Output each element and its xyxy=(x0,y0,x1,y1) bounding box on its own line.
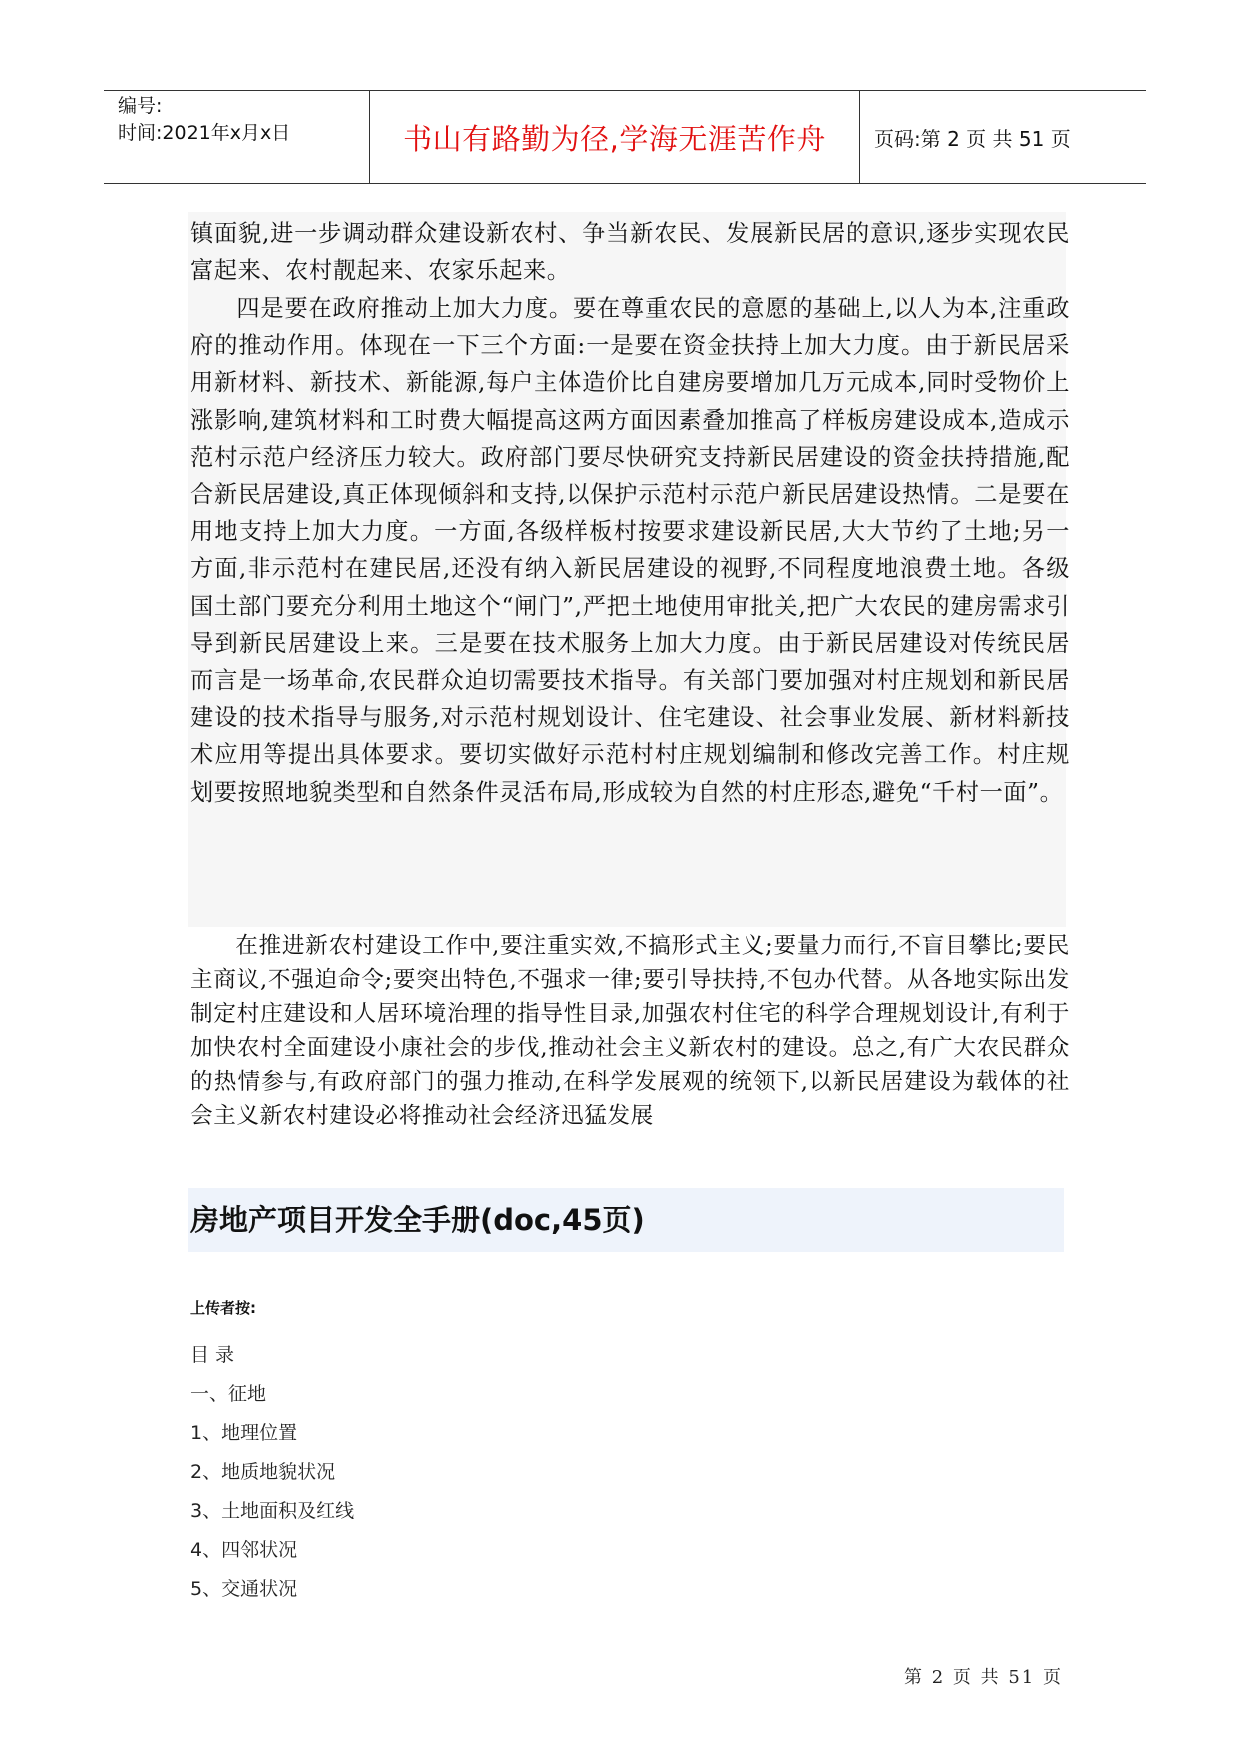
body-paragraph-1: 镇面貌,进一步调动群众建设新农村、争当新农民、发展新民居的意识,逐步实现农民富起来、农村靓起来、农家乐起来。 xyxy=(190,220,1070,285)
page-header xyxy=(104,90,1146,184)
body-paragraph-2: 四是要在政府推动上加大力度。要在尊重农民的意愿的基础上,以人为本,注重政府的推动作用。体现在一下三个方面:一是要在资金扶持上加大力度。由于新民居采用新材料、新技术、新能源,每户主体造价比自建房要增加几万元成本,同时受物价上涨影响,建筑材料和工时费大幅提高这两方面因素叠加推高了样板房建设成本,造成示范村示范户经济压力较大。政府部门要尽快研究支持新民居建设的资金扶持措施,配合新民居建设,真正体现倾斜和支持,以保护示范村示范户新民居建设热情。二是要在用地支持上加大力度。一方面,各级样板村按要求建设新民居,大大节约了土地;另一方面,非示范村在建民居,还没有纳入新民居建设的视野,不同程度地浪费土地。各级国土部门要充分利用土地这个“闸门”,严把土地使用审批关,把广大农民的建房需求引导到新民居建设上来。三是要在技术服务上加大力度。由于新民居建设对传统民居而言是一场革命,农民群众迫切需要技术指导。有关部门要加强对村庄规划和新民居建设的技术指导与服务,对示范村规划设计、住宅建设、社会事业发展、新材料新技术应用等提出具体要求。要切实做好示范村村庄规划编制和修改完善工作。村庄规划要按照地貌类型和自然条件灵活布局,形成较为自然的村庄形态,避免“千村一面”。 xyxy=(190,295,1070,806)
body-paragraph-3: 在推进新农村建设工作中,要注重实效,不搞形式主义;要量力而行,不盲目攀比;要民主商议,不强迫命令;要突出特色,不强求一律;要引导扶持,不包办代替。从各地实际出发制定村庄建设和人居环境治理的指导性目录,加强农村住宅的科学合理规划设计,有利于加快农村全面建设小康社会的步伐,推动社会主义新农村的建设。总之,有广大农民群众的热情参与,有政府部门的强力推动,在科学发展观的统领下,以新民居建设为载体的社会主义新农村建设必将推动社会经济迅猛发展 xyxy=(190,933,1070,1129)
header-page-label: 页码:第 2 页 共 51 页 xyxy=(874,126,1071,151)
uploader-note-label: 上传者按: xyxy=(190,1299,256,1317)
header-motto: 书山有路勤为径,学海无涯苦作舟 xyxy=(370,91,860,183)
toc-item: 1、地理位置 xyxy=(190,1422,298,1444)
document-number-label: 编号: xyxy=(118,95,163,117)
page-footer-number: 第 2 页 共 51 页 xyxy=(904,1667,1063,1688)
toc-item: 2、地质地貌状况 xyxy=(190,1461,336,1483)
header-meta-cell xyxy=(104,91,370,183)
toc-item: 5、交通状况 xyxy=(190,1578,298,1600)
document-time-label: 时间:2021年x月x日 xyxy=(118,122,291,144)
section-title: 房地产项目开发全手册(doc,45页) xyxy=(190,1203,645,1237)
toc-title: 目 录 xyxy=(190,1344,235,1366)
toc-item: 3、土地面积及红线 xyxy=(190,1500,355,1522)
toc-item: 一、征地 xyxy=(190,1383,267,1405)
toc-item: 4、四邻状况 xyxy=(190,1539,298,1561)
